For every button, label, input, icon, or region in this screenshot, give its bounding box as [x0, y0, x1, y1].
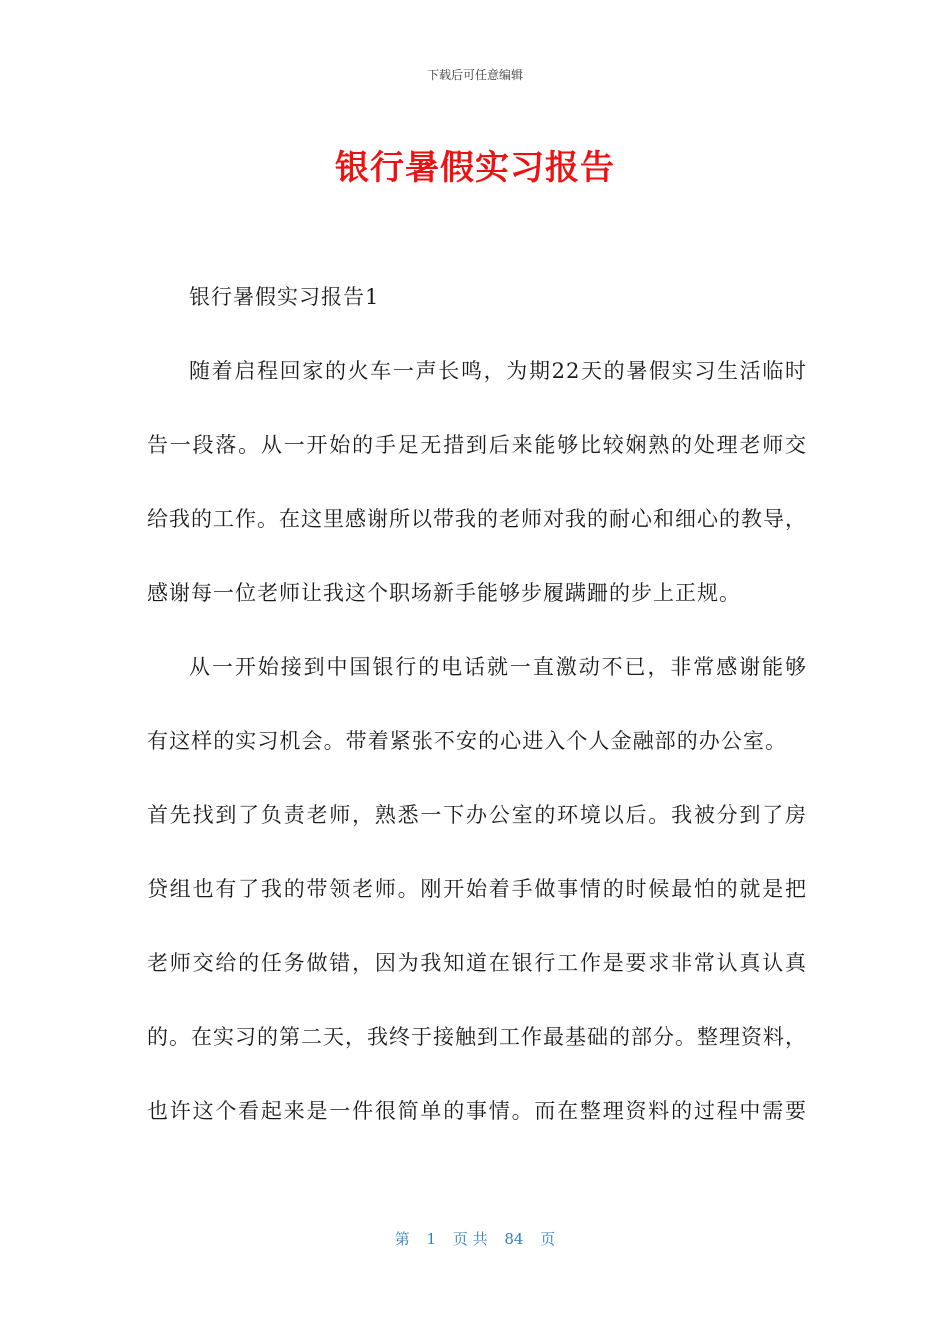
paragraph-line: 随着启程回家的火车一声长鸣，为期22天的暑假实习生活临时 — [189, 359, 807, 383]
paragraph-line: 首先找到了负责老师，熟悉一下办公室的环境以后。我被分到了房 — [147, 803, 807, 827]
paragraph-line: 的。在实习的第二天，我终于接触到工作最基础的部分。整理资料， — [147, 1025, 807, 1049]
footer-prefix: 第 — [394, 1230, 410, 1248]
footer-page-number: 1 — [426, 1230, 437, 1248]
paragraph-line: 也许这个看起来是一件很简单的事情。而在整理资料的过程中需要 — [147, 1099, 807, 1123]
paragraph-line: 贷组也有了我的带领老师。刚开始着手做事情的时候最怕的就是把 — [147, 877, 807, 901]
footer-middle: 页 共 — [452, 1230, 488, 1248]
paragraph-line: 感谢每一位老师让我这个职场新手能够步履蹒跚的步上正规。 — [147, 581, 741, 605]
document-title: 银行暑假实习报告 — [335, 148, 615, 188]
section-heading: 银行暑假实习报告1 — [189, 285, 380, 309]
paragraph-line: 告一段落。从一开始的手足无措到后来能够比较娴熟的处理老师交 — [147, 433, 807, 457]
paragraph-line: 老师交给的任务做错，因为我知道在银行工作是要求非常认真认真 — [147, 951, 807, 975]
header-note: 下载后可任意编辑 — [426, 68, 523, 82]
paragraph-line: 从一开始接到中国银行的电话就一直激动不已，非常感谢能够 — [189, 655, 807, 679]
page-footer — [0, 1228, 950, 1249]
footer-suffix: 页 — [540, 1230, 556, 1248]
footer-total-pages: 84 — [504, 1230, 524, 1248]
paragraph-line: 给我的工作。在这里感谢所以带我的老师对我的耐心和细心的教导， — [147, 507, 807, 531]
paragraph-line: 有这样的实习机会。带着紧张不安的心进入个人金融部的办公室。 — [147, 729, 787, 753]
